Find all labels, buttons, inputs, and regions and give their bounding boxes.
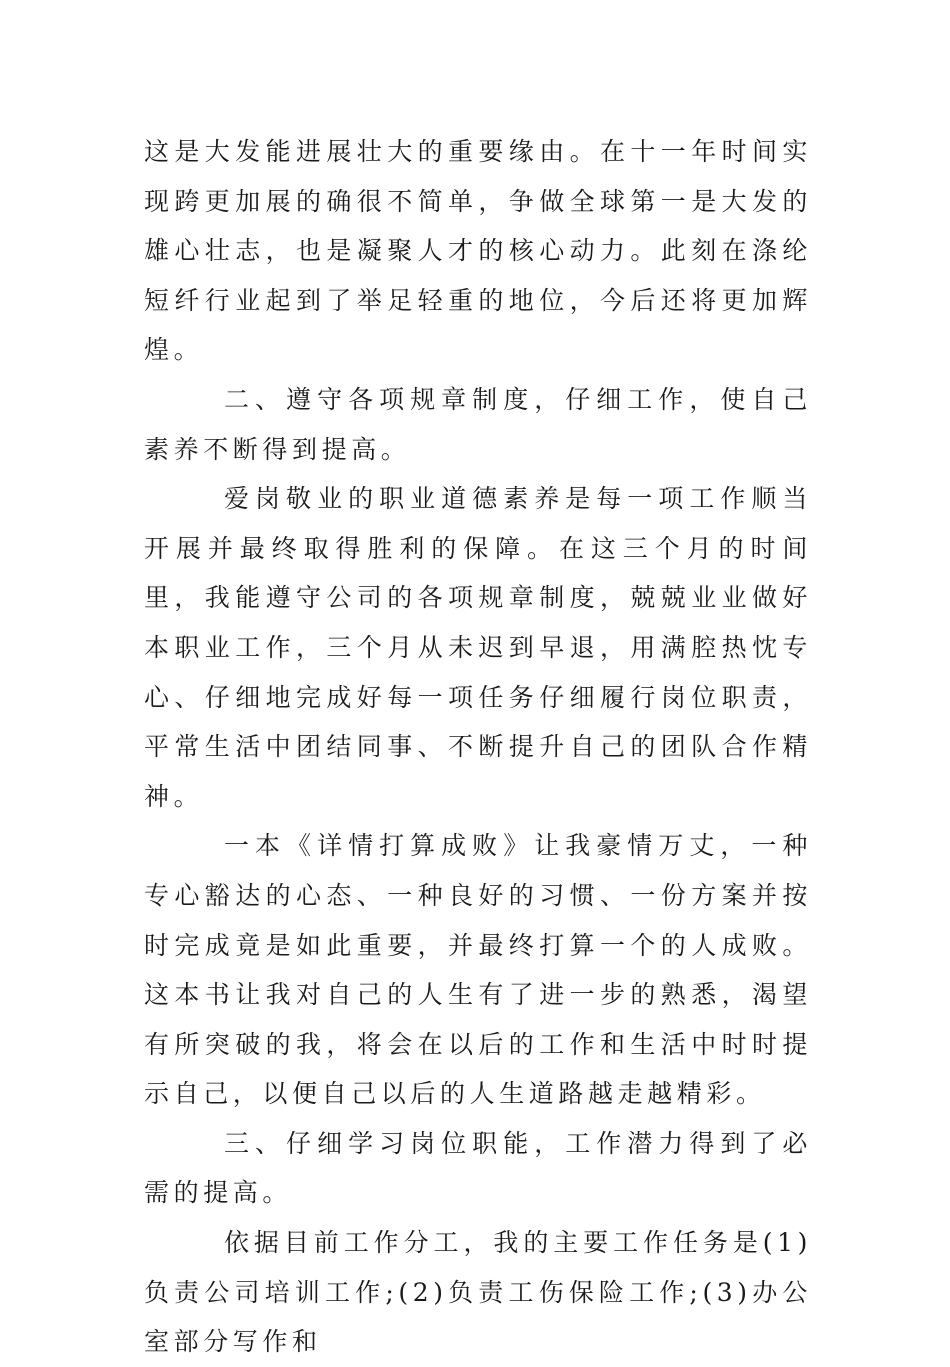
paragraph-job-tasks: 依据目前工作分工，我的主要工作任务是(1)负责公司培训工作;(2)负责工伤保险工作;(3)办公室部分写作和 xyxy=(144,1228,812,1357)
paragraph-continuation: 这是大发能进展壮大的重要缘由。在十一年时间实现跨更加展的确很不简单，争做全球第一是大发的雄心壮志，也是凝聚人才的核心动力。此刻在涤纶短纤行业起到了举足轻重的地位，今后还将更加辉煌。 xyxy=(144,137,812,365)
section-heading-2: 二、遵守各项规章制度，仔细工作，使自己素养不断得到提高。 xyxy=(144,384,812,464)
section-heading-3: 三、仔细学习岗位职能，工作潜力得到了必需的提高。 xyxy=(144,1128,812,1208)
paragraph-work-ethics: 爱岗敬业的职业道德素养是每一项工作顺当开展并最终取得胜利的保障。在这三个月的时间里，我能遵守公司的各项规章制度，兢兢业业做好本职业工作，三个月从未迟到早退，用满腔热忱专心、仔细地完成好每一项任务仔细履行岗位职责，平常生活中团结同事、不断提升自己的团队合作精神。 xyxy=(144,484,812,811)
document-body xyxy=(144,127,812,1367)
paragraph-book-reflection: 一本《详情打算成败》让我豪情万丈，一种专心豁达的心态、一种良好的习惯、一份方案并按时完成竟是如此重要，并最终打算一个的人成败。这本书让我对自己的人生有了进一步的熟悉，渴望有所突破的我，将会在以后的工作和生活中时时提示自己，以便自己以后的人生道路越走越精彩。 xyxy=(144,831,812,1109)
